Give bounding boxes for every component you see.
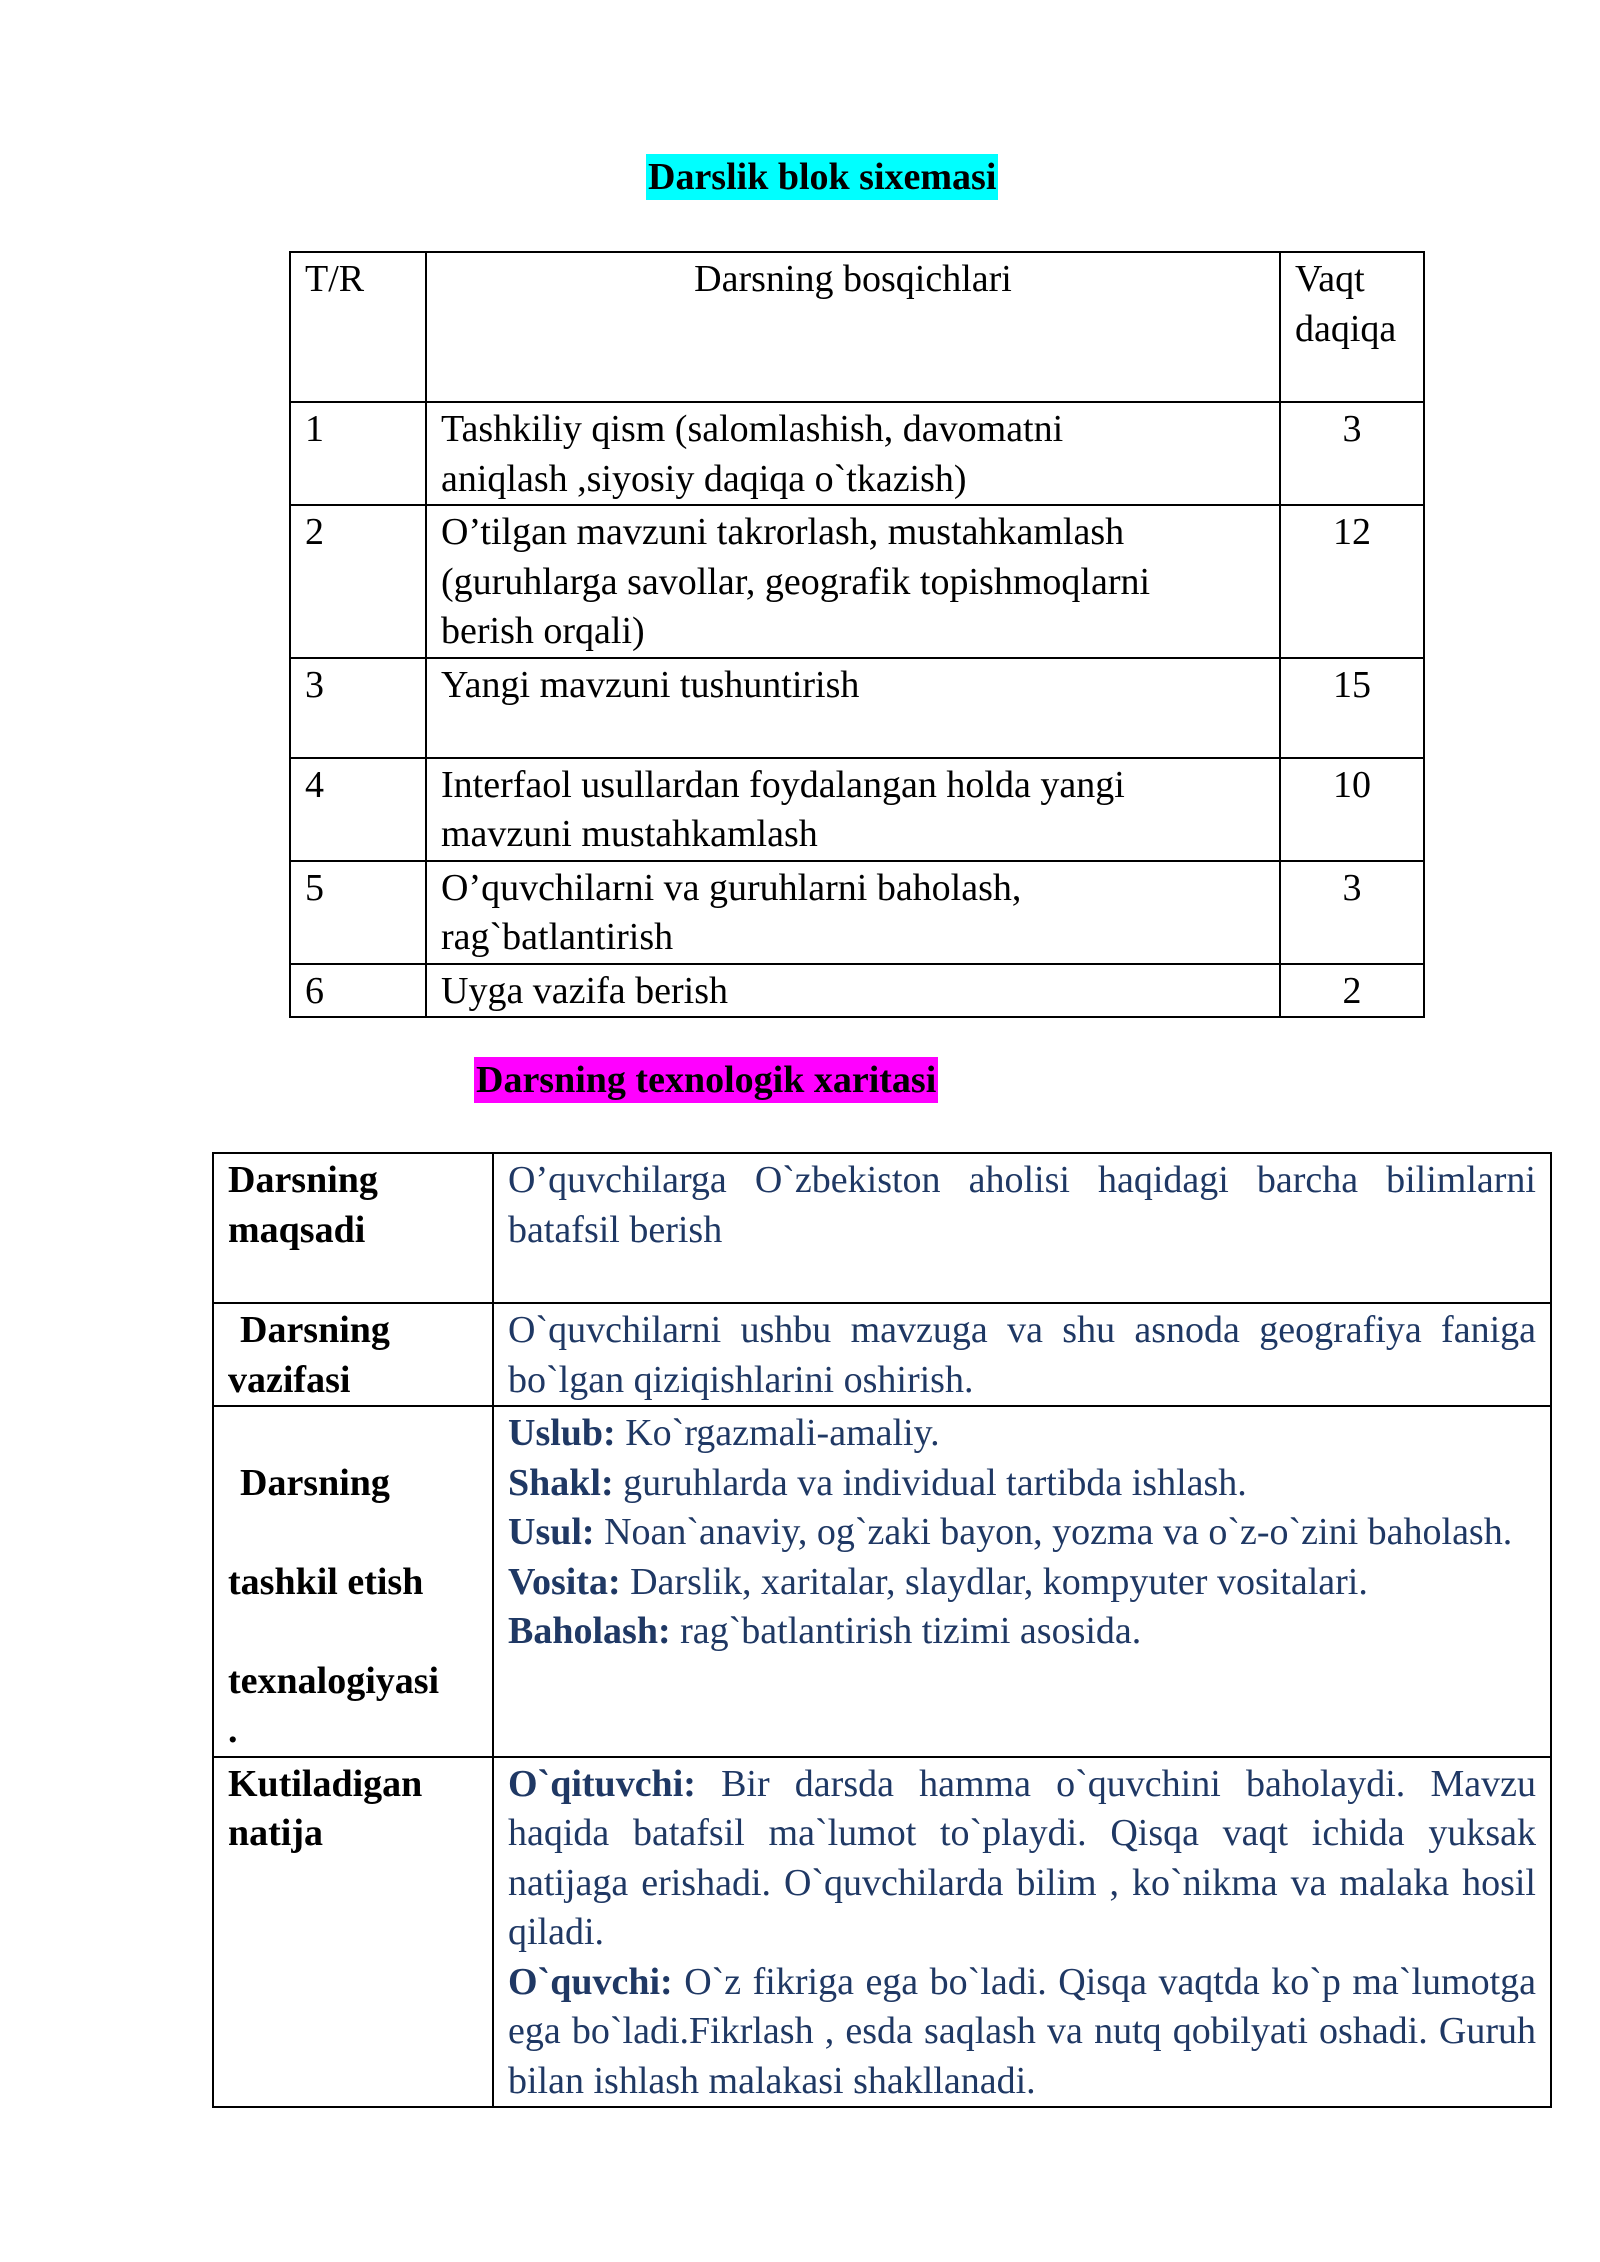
stage-line: O’quvchilarni va guruhlarni baholash, — [441, 866, 1022, 909]
row-time: 3 — [1280, 861, 1424, 964]
header-stage: Darsning bosqichlari — [426, 252, 1280, 402]
org-item-approach: Usul: Noan`anaviy, og`zaki bayon, yozma va o`z-o`zini baholash. — [508, 1511, 1513, 1553]
stage-line: rag`batlantirish — [441, 916, 674, 958]
row-time: 12 — [1280, 505, 1424, 658]
org-item-form: Shakl: guruhlarda va individual tartibda ishlash. — [508, 1461, 1247, 1504]
task-row — [213, 1303, 1551, 1406]
row-time: 10 — [1280, 758, 1424, 861]
block-scheme-title: Darslik blok sixemasi — [648, 156, 997, 198]
stage-line: (guruhlarga savollar, geografik topishmoqlarni — [441, 560, 1151, 603]
org-item-method: Uslub: Ko`rgazmali-amaliy. — [508, 1412, 940, 1454]
row-num: 2 — [290, 505, 426, 658]
stage-line: berish orqali) — [441, 610, 645, 652]
stage-line: aniqlash ,siyosiy daqiqa o`tkazish) — [441, 457, 967, 500]
label-line: Darsning — [228, 1159, 378, 1201]
row-time: 3 — [1280, 402, 1424, 505]
row-num: 5 — [290, 861, 426, 964]
stage-line: Yangi mavzuni tushuntirish — [441, 663, 860, 706]
org-label — [213, 1406, 493, 1757]
header-time-line-2: daqiqa — [1295, 307, 1397, 350]
goal-row — [213, 1153, 1551, 1303]
org-details — [493, 1406, 1551, 1757]
row-num: 4 — [290, 758, 426, 861]
table-row — [290, 861, 1424, 964]
result-text — [493, 1757, 1551, 2108]
stage-line: Tashkiliy qism (salomlashish, davomatni — [441, 408, 1064, 450]
row-stage — [426, 964, 1280, 1018]
label-line: maqsadi — [228, 1208, 366, 1251]
row-stage — [426, 861, 1280, 964]
label-line: . — [228, 1709, 238, 1751]
label-line: Darsning — [240, 1461, 390, 1504]
table-row — [290, 964, 1424, 1018]
task-text: O`quvchilarni ushbu mavzuga va shu asnoda geografiya faniga bo`lgan qiziqishlarini oshirish. — [493, 1303, 1551, 1406]
stage-line: O’tilgan mavzuni takrorlash, mustahkamlash — [441, 511, 1125, 553]
table-row — [290, 758, 1424, 861]
table-row — [290, 658, 1424, 758]
goal-text: O’quvchilarga O`zbekiston aholisi haqidagi barcha bilimlarni batafsil berish — [493, 1153, 1551, 1303]
row-time: 2 — [1280, 964, 1424, 1018]
block-scheme-table — [289, 251, 1425, 1018]
result-student: O`quvchi: O`z fikriga ega bo`ladi. Qisqa vaqtda ko`p ma`lumotga ega bo`ladi.Fikrlash , esda saqlash va nutq qobilyati oshadi. Guruh bilan ishlash malakasi shakllanadi. — [508, 1960, 1536, 2102]
row-time: 15 — [1280, 658, 1424, 758]
stage-line: Uyga vazifa berish — [441, 969, 728, 1012]
row-stage — [426, 402, 1280, 505]
row-num: 1 — [290, 402, 426, 505]
label-line: texnalogiyasi — [228, 1659, 440, 1702]
label-line: Kutiladigan — [228, 1762, 423, 1805]
label-line: vazifasi — [228, 1358, 351, 1401]
table-row — [290, 505, 1424, 658]
task-label — [213, 1303, 493, 1406]
label-line: tashkil etish — [228, 1560, 424, 1603]
stage-line: Interfaol usullardan foydalangan holda yangi — [441, 763, 1125, 806]
row-num: 3 — [290, 658, 426, 758]
row-num: 6 — [290, 964, 426, 1018]
org-item-tools: Vosita: Darslik, xaritalar, slaydlar, kompyuter vositalari. — [508, 1560, 1368, 1603]
org-row — [213, 1406, 1551, 1757]
stage-line: mavzuni mustahkamlash — [441, 813, 818, 855]
result-row — [213, 1757, 1551, 2108]
table-row — [290, 402, 1424, 505]
tech-map-table — [212, 1152, 1552, 2108]
row-stage — [426, 658, 1280, 758]
row-stage — [426, 758, 1280, 861]
tech-map-title: Darsning texnologik xaritasi — [476, 1059, 937, 1101]
row-stage — [426, 505, 1280, 658]
table-header-row — [290, 252, 1424, 402]
label-line: natija — [228, 1812, 323, 1854]
org-item-assessment: Baholash: rag`batlantirish tizimi asosida. — [508, 1610, 1142, 1652]
result-label — [213, 1757, 493, 2108]
label-line: Darsning — [240, 1309, 390, 1351]
header-time — [1280, 252, 1424, 402]
header-time-line-1: Vaqt — [1295, 258, 1365, 300]
header-num: T/R — [290, 252, 426, 402]
result-teacher: O`qituvchi: Bir darsda hamma o`quvchini baholaydi. Mavzu haqida batafsil ma`lumot to`playdi. Qisqa vaqt ichida yuksak natijaga erishadi. O`quvchilarda bilim , ko`nikma va malaka hosil qiladi. — [508, 1762, 1536, 1953]
goal-label — [213, 1153, 493, 1303]
